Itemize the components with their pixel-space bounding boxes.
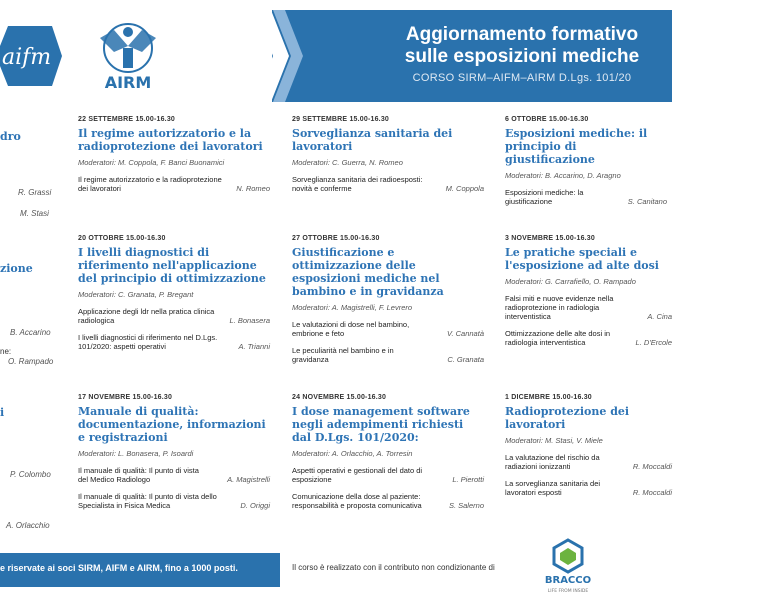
talk-row (292, 175, 484, 193)
session-card (78, 116, 270, 193)
session-moderators: Moderatori: C. Granata, P. Bregant (78, 290, 194, 299)
talk-row (78, 492, 270, 510)
talk-row (292, 346, 484, 364)
session-moderators: Moderatori: L. Bonasera, P. Isoardi (78, 449, 194, 458)
talk-title: Il manuale di qualità: Il punto di vista dello Specialista in Fisica Medica (78, 492, 217, 510)
session-title: Le pratiche speciali e l'esposizione ad alte dosi (505, 246, 659, 272)
talk-speaker: S. Salerno (448, 501, 484, 510)
session-moderators: Moderatori: C. Guerra, N. Romeo (292, 158, 403, 167)
talk-speaker: S. Canitano (627, 197, 667, 206)
session-date: 1 DICEMBRE 15.00-16.30 (505, 394, 592, 401)
session-card (292, 116, 484, 193)
talk-row (292, 320, 484, 338)
talk-speaker: L. D'Ercole (635, 338, 672, 347)
session-date: 20 OTTOBRE 15.00-16.30 (78, 235, 166, 242)
left-title-fragment: i (0, 406, 5, 419)
session-date: 3 NOVEMBRE 15.00-16.30 (505, 235, 595, 242)
session-card (292, 235, 484, 364)
left-speaker-fragment: P. Colombo (10, 470, 51, 479)
svg-text:BRACCO: BRACCO (544, 575, 592, 586)
session-title: Sorveglianza sanitaria dei lavoratori (292, 127, 453, 153)
session-title: Il regime autorizzatorio e la radioprotezione dei lavoratori (78, 127, 263, 153)
talk-row (292, 466, 484, 484)
left-speaker-fragment: B. Accarino (10, 328, 51, 337)
session-moderators: Moderatori: G. Carrafiello, O. Rampado (505, 277, 636, 286)
airm-logo (92, 18, 164, 98)
session-card (292, 394, 484, 510)
session-date: 29 SETTEMBRE 15.00-16.30 (292, 116, 390, 123)
talk-speaker: A. Trianni (238, 342, 270, 351)
chevron-decoration-icon (255, 10, 315, 102)
talk-speaker: D. Origgi (240, 501, 270, 510)
talk-speaker: M. Coppola (445, 184, 484, 193)
session-title: Esposizioni mediche: il principio di giustificazione (505, 127, 648, 166)
talk-title: La valutazione del rischio da radiazioni ionizzanti (505, 453, 600, 471)
session-card (505, 116, 667, 206)
talk-speaker: L. Bonasera (229, 316, 270, 325)
talk-title: Il manuale di qualità: Il punto di vista del Medico Radiologo (78, 466, 199, 484)
sponsor-note: Il corso è realizzato con il contributo non condizionante di (292, 563, 495, 572)
session-date: 22 SETTEMBRE 15.00-16.30 (78, 116, 176, 123)
talk-row (78, 175, 270, 193)
talk-row (505, 188, 667, 206)
talk-title: La sorveglianza sanitaria dei lavoratori esposti (505, 479, 601, 497)
talk-title: Comunicazione della dose al paziente: responsabilità e proposta comunicativa (292, 492, 422, 510)
session-date: 24 NOVEMBRE 15.00-16.30 (292, 394, 387, 401)
talk-title: Applicazione degli ldr nella pratica clinica radiologica (78, 307, 215, 325)
session-card (505, 235, 672, 347)
talk-title: Le peculiarità nel bambino e in gravidanza (292, 346, 394, 364)
svg-text:aifm: aifm (2, 45, 52, 70)
session-moderators: Moderatori: A. Orlacchio, A. Torresin (292, 449, 413, 458)
talk-speaker: R. Moccaldi (632, 462, 672, 471)
talk-title: Sorveglianza sanitaria dei radioesposti: novità e conferme (292, 175, 423, 193)
talk-row (292, 492, 484, 510)
talk-row (505, 479, 672, 497)
course-subtitle: CORSO SIRM–AIFM–AIRM D.Lgs. 101/20 (412, 72, 632, 84)
session-date: 17 NOVEMBRE 15.00-16.30 (78, 394, 173, 401)
session-moderators: Moderatori: A. Magistrelli, F. Levrero (292, 303, 413, 312)
bracco-logo (538, 538, 598, 594)
session-moderators: Moderatori: B. Accarino, D. Aragno (505, 171, 621, 180)
talk-speaker: V. Cannatà (447, 329, 484, 338)
session-moderators: Moderatori: M. Stasi, V. Miele (505, 436, 603, 445)
session-title: Radioprotezione dei lavoratori (505, 405, 630, 431)
talk-speaker: C. Granata (447, 355, 484, 364)
talk-row (505, 329, 672, 347)
talk-speaker: N. Romeo (236, 184, 270, 193)
session-title: Giustificazione e ottimizzazione delle esposizioni mediche nel bambino e in gravidanza (292, 246, 444, 298)
talk-row (78, 333, 270, 351)
talk-title: Esposizioni mediche: la giustificazione (505, 188, 584, 206)
session-moderators: Moderatori: M. Coppola, F. Banci Buonamici (78, 158, 225, 167)
left-title-fragment: zione (0, 262, 33, 275)
aifm-logo (0, 20, 62, 92)
talk-speaker: A. Cina (647, 312, 672, 321)
svg-text:AIRM: AIRM (104, 73, 152, 92)
talk-speaker: A. Magistrelli (227, 475, 270, 484)
session-title: I livelli diagnostici di riferimento nell'applicazione del principio di ottimizzazione (78, 246, 266, 285)
talk-title: Aspetti operativi e gestionali del dato di esposizione (292, 466, 423, 484)
session-title: Manuale di qualità: documentazione, informazioni e registrazioni (78, 405, 266, 444)
talk-row (505, 453, 672, 471)
session-card (78, 235, 270, 351)
session-card (78, 394, 270, 510)
talk-row (505, 294, 672, 321)
talk-title: I livelli diagnostici di riferimento nel D.Lgs. 101/2020: aspetti operativi (78, 333, 218, 351)
talk-title: Il regime autorizzatorio e la radioprotezione dei lavoratori (78, 175, 222, 193)
left-speaker-fragment: R. Grassi (18, 188, 52, 197)
talk-speaker: L. Pierotti (452, 475, 484, 484)
session-card (505, 394, 672, 497)
svg-text:LIFE FROM INSIDE: LIFE FROM INSIDE (547, 589, 589, 594)
talk-title: Falsi miti e nuove evidenze nella radioprotezione in radiologia interventistica (505, 294, 614, 321)
talk-row (78, 466, 270, 484)
talk-speaker: R. Moccaldi (632, 488, 672, 497)
left-speaker-fragment: A. Orlacchio (6, 521, 50, 530)
session-date: 27 OTTOBRE 15.00-16.30 (292, 235, 380, 242)
left-speaker-fragment: M. Stasi (20, 209, 49, 218)
talk-title: Ottimizzazione delle alte dosi in radiologia interventistica (505, 329, 611, 347)
left-title-fragment: dro (0, 130, 21, 143)
left-speaker-fragment: O. Rampado (8, 357, 54, 366)
session-title: I dose management software negli adempimenti richiesti dal D.Lgs. 101/2020: (292, 405, 470, 444)
page-title: Aggiornamento formativo sulle esposizioni mediche (404, 24, 640, 67)
talk-row (78, 307, 270, 325)
left-talk-fragment: ne: (0, 347, 12, 356)
session-date: 6 OTTOBRE 15.00-16.30 (505, 116, 589, 123)
footer-note: e riservate ai soci SIRM, AIFM e AIRM, fino a 1000 posti. (0, 563, 238, 573)
talk-title: Le valutazioni di dose nel bambino, embrione e feto (292, 320, 410, 338)
